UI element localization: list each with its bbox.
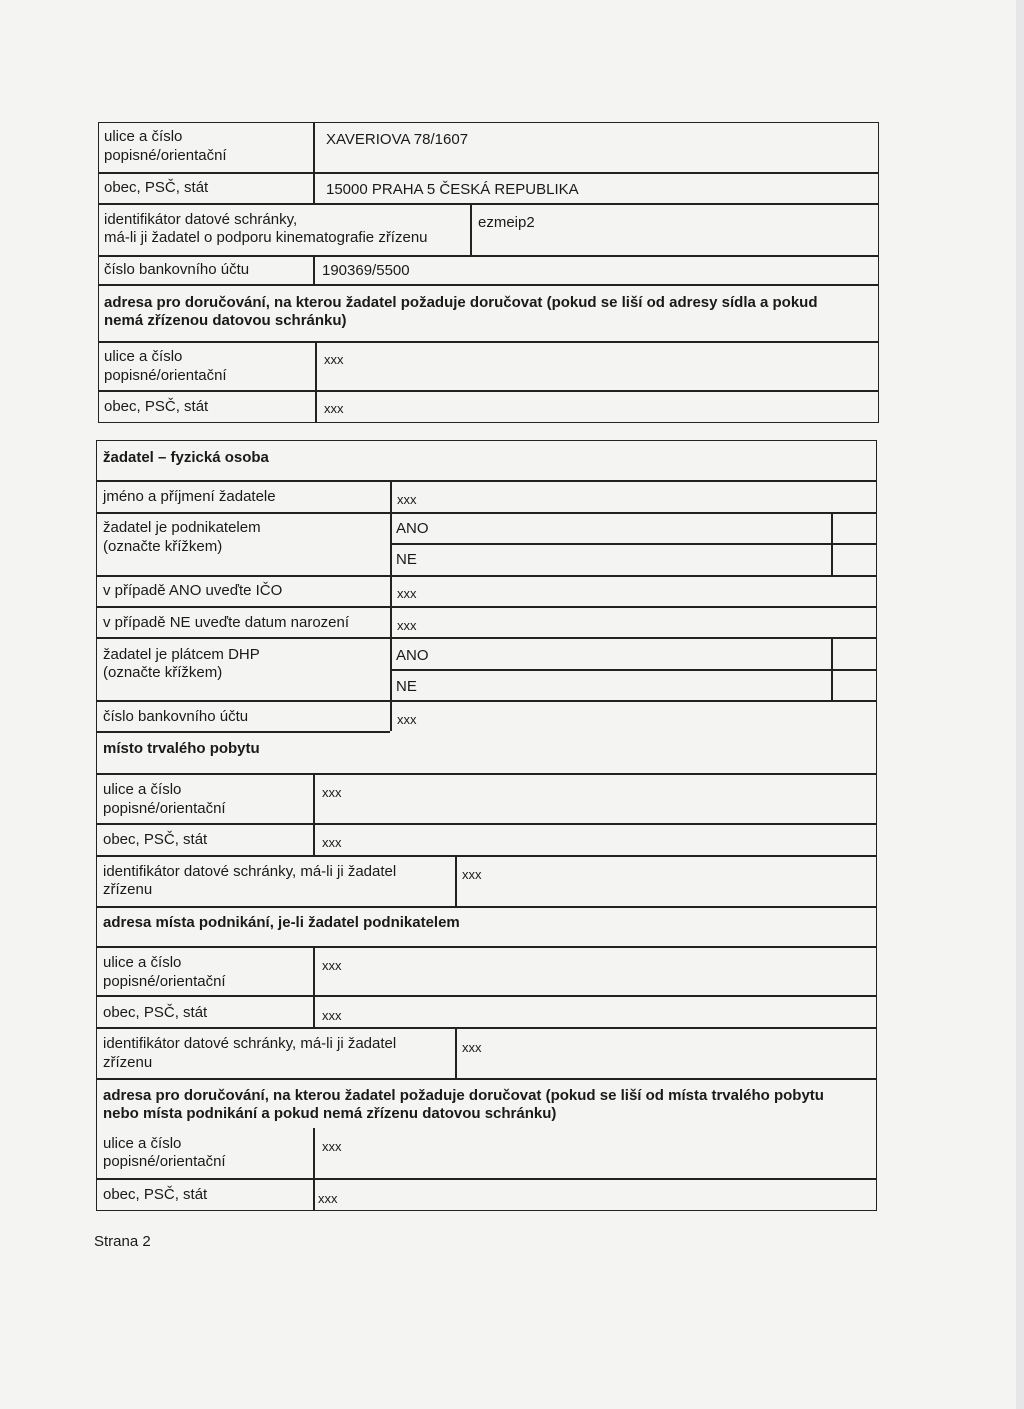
delivery-heading: adresa pro doručování, na kterou žadatel požaduje doručovat (pokud se liší od adresy sídla a pokud: [104, 294, 818, 311]
city-value: 15000 PRAHA 5 ČESKÁ REPUBLIKA: [326, 181, 579, 198]
business-city-label: obec, PSČ, stát: [103, 1004, 208, 1021]
residence-databox-label: identifikátor datové schránky, má-li ji žadatel: [103, 863, 397, 880]
residence-street-label-cont: popisné/orientační: [103, 800, 226, 817]
business-heading: adresa místa podnikání, je-li žadatel podnikatelem: [103, 914, 460, 931]
vat-payer-label: žadatel je plátcem DHP: [103, 646, 260, 663]
entrepreneur-yes-label: ANO: [396, 520, 429, 537]
person-delivery-city-value: xxx: [318, 1191, 338, 1206]
person-delivery-street-value: xxx: [322, 1139, 342, 1154]
delivery-city-value: xxx: [324, 401, 344, 416]
business-databox-label-cont: zřízenu: [103, 1054, 153, 1071]
business-street-value: xxx: [322, 958, 342, 973]
person-delivery-street-label: ulice a číslo: [103, 1135, 182, 1152]
person-bank-value: xxx: [397, 712, 417, 727]
ico-value: xxx: [397, 586, 417, 601]
ico-label: v případě ANO uveďte IČO: [103, 582, 283, 599]
vat-no-checkbox[interactable]: [833, 671, 875, 699]
bank-account-label: číslo bankovního účtu: [104, 261, 250, 278]
business-city-value: xxx: [322, 1008, 342, 1023]
person-delivery-heading-cont: nebo místa podnikání a pokud nemá zřízenu datovou schránku): [103, 1105, 557, 1122]
residence-city-value: xxx: [322, 835, 342, 850]
city-label: obec, PSČ, stát: [104, 179, 209, 196]
vat-payer-label-cont: (označte křížkem): [103, 664, 223, 681]
residence-street-value: xxx: [322, 785, 342, 800]
business-databox-value: xxx: [462, 1040, 482, 1055]
birth-date-label: v případě NE uveďte datum narození: [103, 614, 350, 631]
delivery-street-label: ulice a číslo: [104, 348, 183, 365]
person-heading: žadatel – fyzická osoba: [103, 449, 269, 466]
paper-edge: [1016, 0, 1024, 1409]
delivery-heading-cont: nemá zřízenou datovou schránku): [104, 312, 347, 329]
delivery-city-label: obec, PSČ, stát: [104, 398, 209, 415]
bank-account-value: 190369/5500: [322, 262, 410, 279]
delivery-street-label-cont: popisné/orientační: [104, 367, 227, 384]
databox-label: identifikátor datové schránky,: [104, 211, 298, 228]
databox-value: ezmeip2: [478, 214, 535, 231]
entrepreneur-yes-checkbox[interactable]: [833, 514, 875, 542]
residence-databox-label-cont: zřízenu: [103, 881, 153, 898]
vat-yes-label: ANO: [396, 647, 429, 664]
birth-date-value: xxx: [397, 618, 417, 633]
residence-city-label: obec, PSČ, stát: [103, 831, 208, 848]
entrepreneur-no-checkbox[interactable]: [833, 545, 875, 574]
vat-no-label: NE: [396, 678, 417, 695]
name-value: xxx: [397, 492, 417, 507]
business-street-label: ulice a číslo: [103, 954, 182, 971]
delivery-street-value: xxx: [324, 352, 344, 367]
person-delivery-street-label-cont: popisné/orientační: [103, 1153, 226, 1170]
person-bank-label: číslo bankovního účtu: [103, 708, 249, 725]
databox-label-cont: má-li ji žadatel o podporu kinematografie zřízenu: [104, 229, 428, 246]
entrepreneur-label: žadatel je podnikatelem: [103, 519, 261, 536]
page-number: Strana 2: [94, 1233, 151, 1250]
residence-street-label: ulice a číslo: [103, 781, 182, 798]
person-delivery-city-label: obec, PSČ, stát: [103, 1186, 208, 1203]
vat-yes-checkbox[interactable]: [833, 639, 875, 668]
name-label: jméno a příjmení žadatele: [103, 488, 276, 505]
person-delivery-heading: adresa pro doručování, na kterou žadatel požaduje doručovat (pokud se liší od místa trvalého pobytu: [103, 1087, 824, 1104]
street-value: XAVERIOVA 78/1607: [326, 131, 469, 148]
residence-databox-value: xxx: [462, 867, 482, 882]
street-label-cont: popisné/orientační: [104, 147, 227, 164]
entrepreneur-label-cont: (označte křížkem): [103, 538, 223, 555]
business-street-label-cont: popisné/orientační: [103, 973, 226, 990]
residence-heading: místo trvalého pobytu: [103, 740, 260, 757]
entrepreneur-no-label: NE: [396, 551, 417, 568]
street-label: ulice a číslo: [104, 128, 183, 145]
business-databox-label: identifikátor datové schránky, má-li ji žadatel: [103, 1035, 397, 1052]
